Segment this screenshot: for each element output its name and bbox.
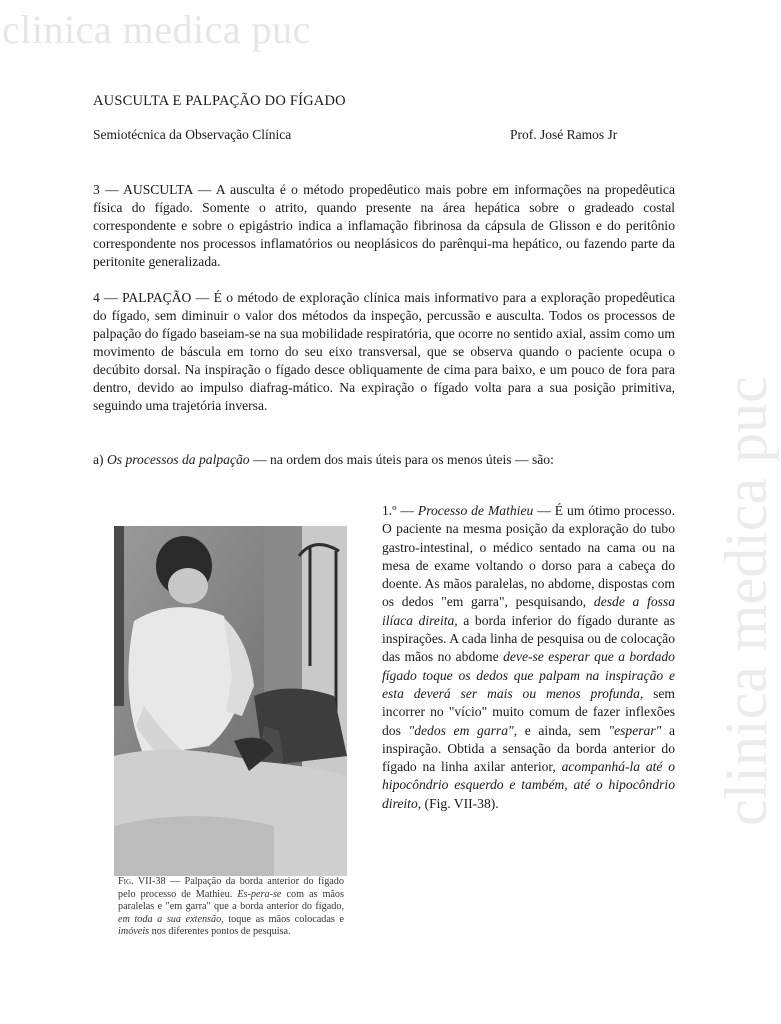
caption-part: imóveis: [118, 926, 150, 938]
caption-part: toque as mãos colocadas e: [223, 913, 344, 925]
caption-label: Fig. VII-38: [118, 876, 166, 887]
processos-prefix: a): [93, 452, 107, 467]
document-title: AUSCULTA E PALPAÇÃO DO FÍGADO: [93, 93, 346, 109]
caption-part: em toda a sua extensão,: [118, 913, 224, 925]
mathieu-part: a borda inferior do fígado durante as inspirações. A cada linha de pesquisa ou de colocação das mãos no abdome: [382, 612, 675, 665]
caption-part: Es-pera-se: [237, 888, 282, 900]
processos-italic: Os processos da palpação: [106, 452, 250, 467]
figure-caption: [118, 876, 344, 939]
mathieu-part: acompanhá-la até o hipocôndrio esquerdo e também, até o hipocôndrio direito,: [382, 759, 675, 811]
processos-rest: — na ordem dos mais úteis para os menos úteis — são:: [249, 452, 554, 467]
mathieu-part: desde a fossa ilíaca direita,: [382, 594, 675, 628]
watermark-side: clinica medica puc: [713, 376, 779, 826]
mathieu-part: "dedos em garra",: [408, 722, 518, 738]
section-processos-heading: [93, 451, 675, 469]
mathieu-part: sem incorrer no "vício" muito comum de fazer inflexões dos: [382, 685, 675, 738]
mathieu-part: a inspiração. Obtida a sensação da borda anterior do fígado na linha axilar anterior,: [382, 722, 675, 775]
figure-vii-38: [98, 510, 368, 952]
watermark-top: clinica medica puc: [2, 7, 311, 52]
course-name: Semiotécnica da Observação Clínica: [93, 127, 292, 142]
author-name: Prof. José Ramos Jr: [510, 127, 618, 142]
caption-part: com as mãos paralelas e "em garra" que a borda anterior do fígado,: [118, 888, 344, 913]
caption-part: — Palpação da borda anterior do fígado pelo processo de Mathieu.: [118, 876, 344, 900]
mathieu-part: e ainda, sem: [517, 722, 609, 738]
mathieu-part: deve-se esperar que a bordado fígado toque os dedos que palpam na inspiração e esta deverá ser mais ou menos profunda,: [382, 649, 675, 701]
section-ausculta: 3 — AUSCULTA — A ausculta é o método propedêutico mais pobre em informações na propedêutica física do fígado. Somente o atrito, quando presente na área hepática sobre o gradeado costal correspondente e sobre o epigástrio indica a inflamação fibrinosa da cápsula de Glisson e do peritônio correspondente nos processos inflamatórios ou neoplásicos do parênqui-ma hepático, ou fazendo parte da peritonite generalizada.: [93, 182, 675, 269]
palpation-photo: [114, 526, 347, 876]
mathieu-part: — É um ótimo processo. O paciente na mesma posição da exploração do tubo gastro-intestinal, o médico sentado na cama ou na mesa de exame voltando o dorso para a cabeça do doente. As mãos paralelas, no abdome, dispostas com os dedos "em garra", pesquisando,: [382, 503, 675, 610]
caption-part: nos diferentes pontos de pesquisa.: [149, 926, 291, 938]
mathieu-part: (Fig. VII-38).: [421, 795, 499, 811]
mathieu-part: 1.º —: [382, 503, 418, 518]
mathieu-part: "esperar": [608, 722, 662, 738]
palpation-illustration: [114, 526, 347, 876]
mathieu-process-text: [382, 502, 675, 813]
section-palpacao: 4 — PALPAÇÃO — É o método de exploração clínica mais informativo para a exploração propedêutica do fígado, sem diminuir o valor dos métodos da inspeção, percussão e ausculta. Todos os processos de palpação do fígado baseiam-se na sua mobilidade respiratória, que ocorre no sentido axial, assim como um movimento de báscula em torno do seu eixo transversal, que se observa quando o paciente ocupa o decúbito dorsal. Na inspiração o fígado desce obliquamente de cima para baixo, e um pouco de fora para dentro, devido ao impulso diafrag-mático. Na expiração o fígado volta para a sua posição primitiva, seguindo uma trajetória inversa.: [93, 290, 675, 413]
mathieu-part: Processo de Mathieu: [417, 503, 534, 518]
